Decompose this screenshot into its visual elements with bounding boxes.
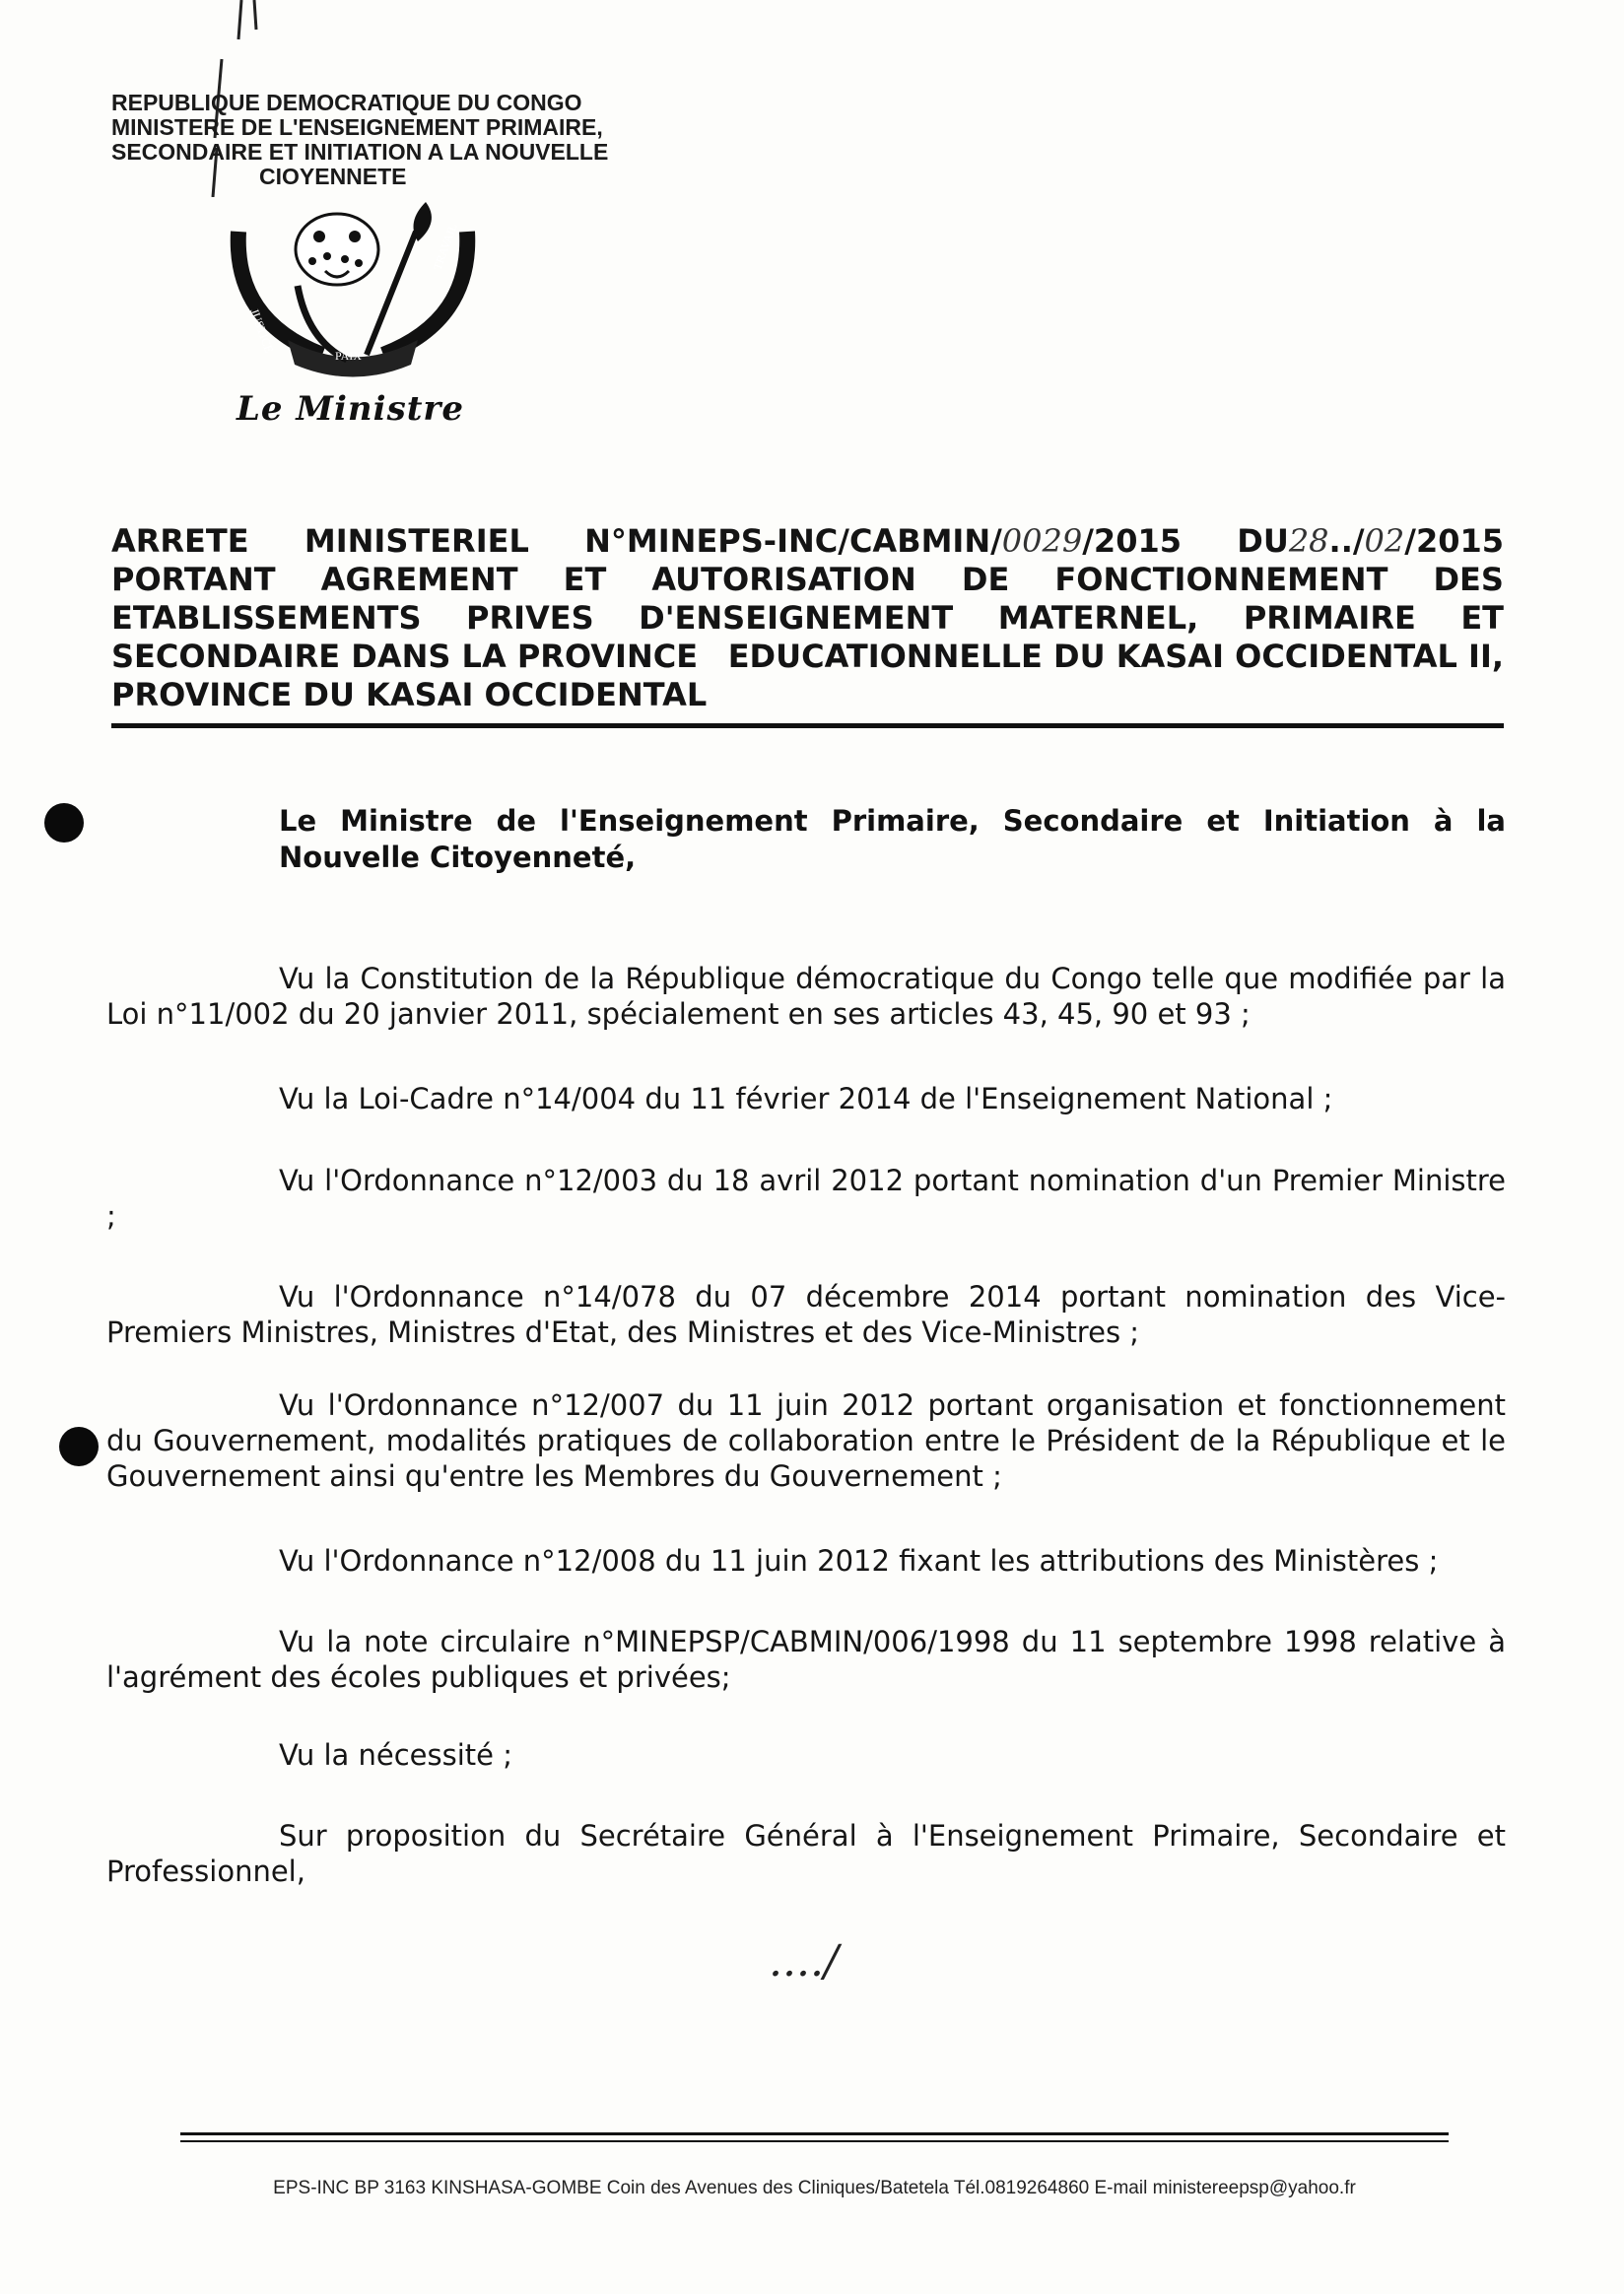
handwritten-number: 0029 [1001,522,1083,560]
decree-number [584,522,1182,561]
decree-word: EDUCATIONNELLE DU KASAI OCCIDENTAL II, [727,638,1504,675]
decree-word: PRIMAIRE [1243,599,1416,637]
header-line-2: MINISTERE DE L'ENSEIGNEMENT PRIMAIRE, [111,114,603,140]
punch-hole [44,803,84,843]
recital-paragraph: Vu la nécessité ; [279,1738,512,1772]
recital-paragraph: Vu l'Ordonnance n°12/003 du 18 avril 2012 portant nomination d'un Premier Ministre ; [106,1164,1506,1233]
decree-word: MINISTERIEL [304,522,529,560]
ministry-header [111,91,703,189]
decree-word: AUTORISATION [651,561,916,598]
motto-right: TRAVAIL [430,221,460,273]
decree-word: AGREMENT [320,561,518,598]
footer-address: EPS-INC BP 3163 KINSHASA-GOMBE Coin des Avenues des Cliniques/Batetela Tél.0819264860 E-mail ministereepsp@yahoo.fr [273,2178,1356,2198]
decree-line-2 [111,561,1504,599]
continuation-mark: ..../ [769,1936,839,1987]
decree-word: DES [1433,561,1504,598]
recital-paragraph: Vu l'Ordonnance n°12/008 du 11 juin 2012 fixant les attributions des Ministères ; [279,1544,1439,1578]
recital-paragraph: Vu l'Ordonnance n°14/078 du 07 décembre 2014 portant nomination des Vice-Premiers Ministres, Ministres d'Etat, des Ministres et des Vice-Ministres ; [106,1280,1506,1349]
decree-date-year: /2015 [1404,522,1504,560]
decree-word: PORTANT [111,561,276,598]
decree-heading [111,522,1504,714]
decree-word: PROVINCE DU KASAI OCCIDENTAL [111,676,708,713]
footer-rule-bottom [180,2140,1449,2142]
motto-bottom: PAIX [335,349,362,363]
handwritten-day: 28 [1288,522,1329,560]
decree-line-5 [111,676,1504,714]
recital-paragraph: Vu l'Ordonnance n°12/007 du 11 juin 2012 portant organisation et fonctionnement du Gouvernement, modalités pratiques de collaboration entre le Président de la République et le Gouvernement ainsi qu'entre les Membres du Gouvernement ; [106,1388,1506,1493]
coat-of-arms-emblem [229,192,477,384]
decree-word: D'ENSEIGNEMENT [639,599,954,637]
motto-left: JUSTICE [247,306,277,355]
heading-divider [111,723,1504,728]
decree-line-3 [111,599,1504,638]
decree-word: ARRETE [111,522,249,560]
decree-word: PRIVES [466,599,594,637]
header-line-4: CIOYENNETE [259,164,407,189]
decree-line-1 [111,522,1504,561]
decree-word: ETABLISSEMENTS [111,599,422,637]
footer-rule-top [180,2132,1449,2135]
decree-word: ET [1460,599,1504,637]
recital-paragraph: Sur proposition du Secrétaire Général à l'Enseignement Primaire, Secondaire et Professionnel, [106,1819,1506,1888]
decree-word: FONCTIONNEMENT [1054,561,1388,598]
recital-paragraph: Vu la note circulaire n°MINEPSP/CABMIN/006/1998 du 11 septembre 1998 relative à l'agrément des écoles publiques et privées; [106,1625,1506,1694]
decree-date [1237,522,1504,561]
decree-word: MATERNEL, [997,599,1199,637]
handwritten-month: 02 [1364,522,1405,560]
header-line-3: SECONDAIRE ET INITIATION A LA NOUVELLE [111,139,609,165]
minister-title: Le Ministre de l'Enseignement Primaire, Secondaire et Initiation à la Nouvelle Citoyenneté, [279,804,1506,874]
decree-word: ET [563,561,607,598]
decree-word: DE [961,561,1010,598]
decree-date-sep: ../ [1328,522,1365,560]
minister-signature-label: Le Ministre [237,389,464,429]
recital-paragraph: Vu la Constitution de la République démocratique du Congo telle que modifiée par la Loi n°11/002 du 20 janvier 2011, spécialement en ses articles 43, 45, 90 et 93 ; [106,962,1506,1031]
punch-hole [59,1427,99,1466]
decree-number-prefix: N°MINEPS-INC/CABMIN/ [584,522,1002,560]
decree-date-prefix: DU [1237,522,1289,560]
header-line-1: REPUBLIQUE DEMOCRATIQUE DU CONGO [111,90,582,115]
decree-number-year: /2015 [1082,522,1182,560]
decree-line-4 [111,638,1504,676]
decree-word: SECONDAIRE DANS LA PROVINCE [111,638,699,675]
recital-paragraph: Vu la Loi-Cadre n°14/004 du 11 février 2014 de l'Enseignement National ; [279,1082,1333,1115]
